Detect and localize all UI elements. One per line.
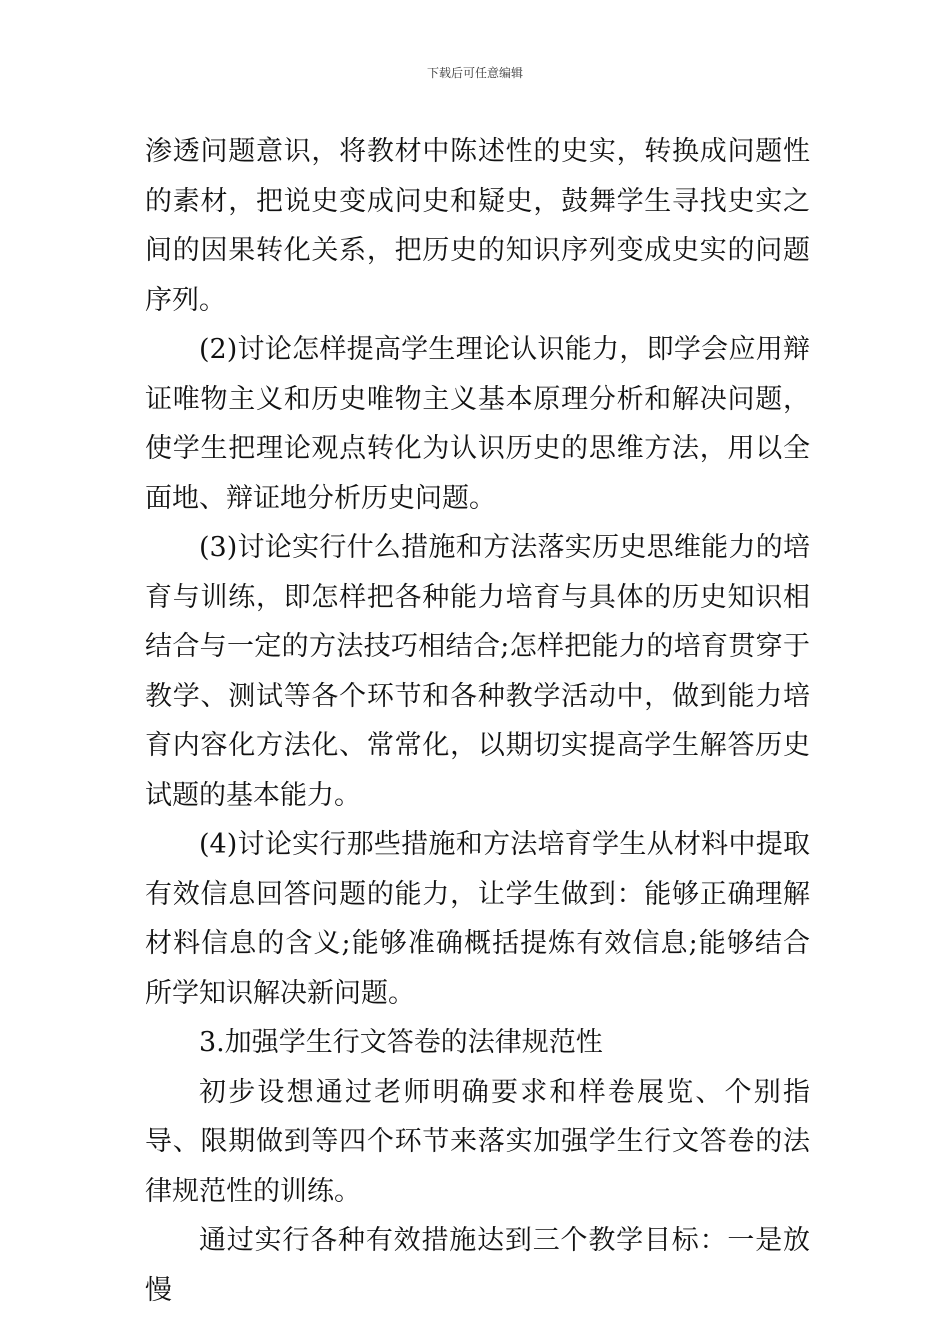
page-header: 下载后可任意编辑 [426,66,523,80]
paragraph-2: (2)讨论怎样提高学生理论认识能力，即学会应用辩证唯物主义和历史唯物主义基本原理分析和解决问题，使学生把理论观点转化为认识历史的思维方法，用以全面地、辩证地分析历史问题。 [145,334,810,514]
document-body [145,127,810,1315]
paragraph-1: 渗透问题意识，将教材中陈述性的史实，转换成问题性的素材，把说史变成问史和疑史，鼓舞学生寻找史实之间的因果转化关系，把历史的知识序列变成史实的问题序列。 [145,136,810,316]
paragraph-4: (4)讨论实行那些措施和方法培育学生从材料中提取有效信息回答问题的能力，让学生做到：能够正确理解材料信息的含义;能够准确概括提炼有效信息;能够结合所学知识解决新问题。 [145,829,810,1009]
paragraph-5: 初步设想通过老师明确要求和样卷展览、个别指导、限期做到等四个环节来落实加强学生行文答卷的法律规范性的训练。 [145,1076,810,1207]
paragraph-3: (3)讨论实行什么措施和方法落实历史思维能力的培育与训练，即怎样把各种能力培育与具体的历史知识相结合与一定的方法技巧相结合;怎样把能力的培育贯穿于教学、测试等各个环节和各种教学活动中，做到能力培育内容化方法化、常常化，以期切实提高学生解答历史试题的基本能力。 [145,532,810,811]
section-heading: 3.加强学生行文答卷的法律规范性 [199,1027,603,1058]
paragraph-6: 通过实行各种有效措施达到三个教学目标：一是放慢 [145,1225,810,1306]
